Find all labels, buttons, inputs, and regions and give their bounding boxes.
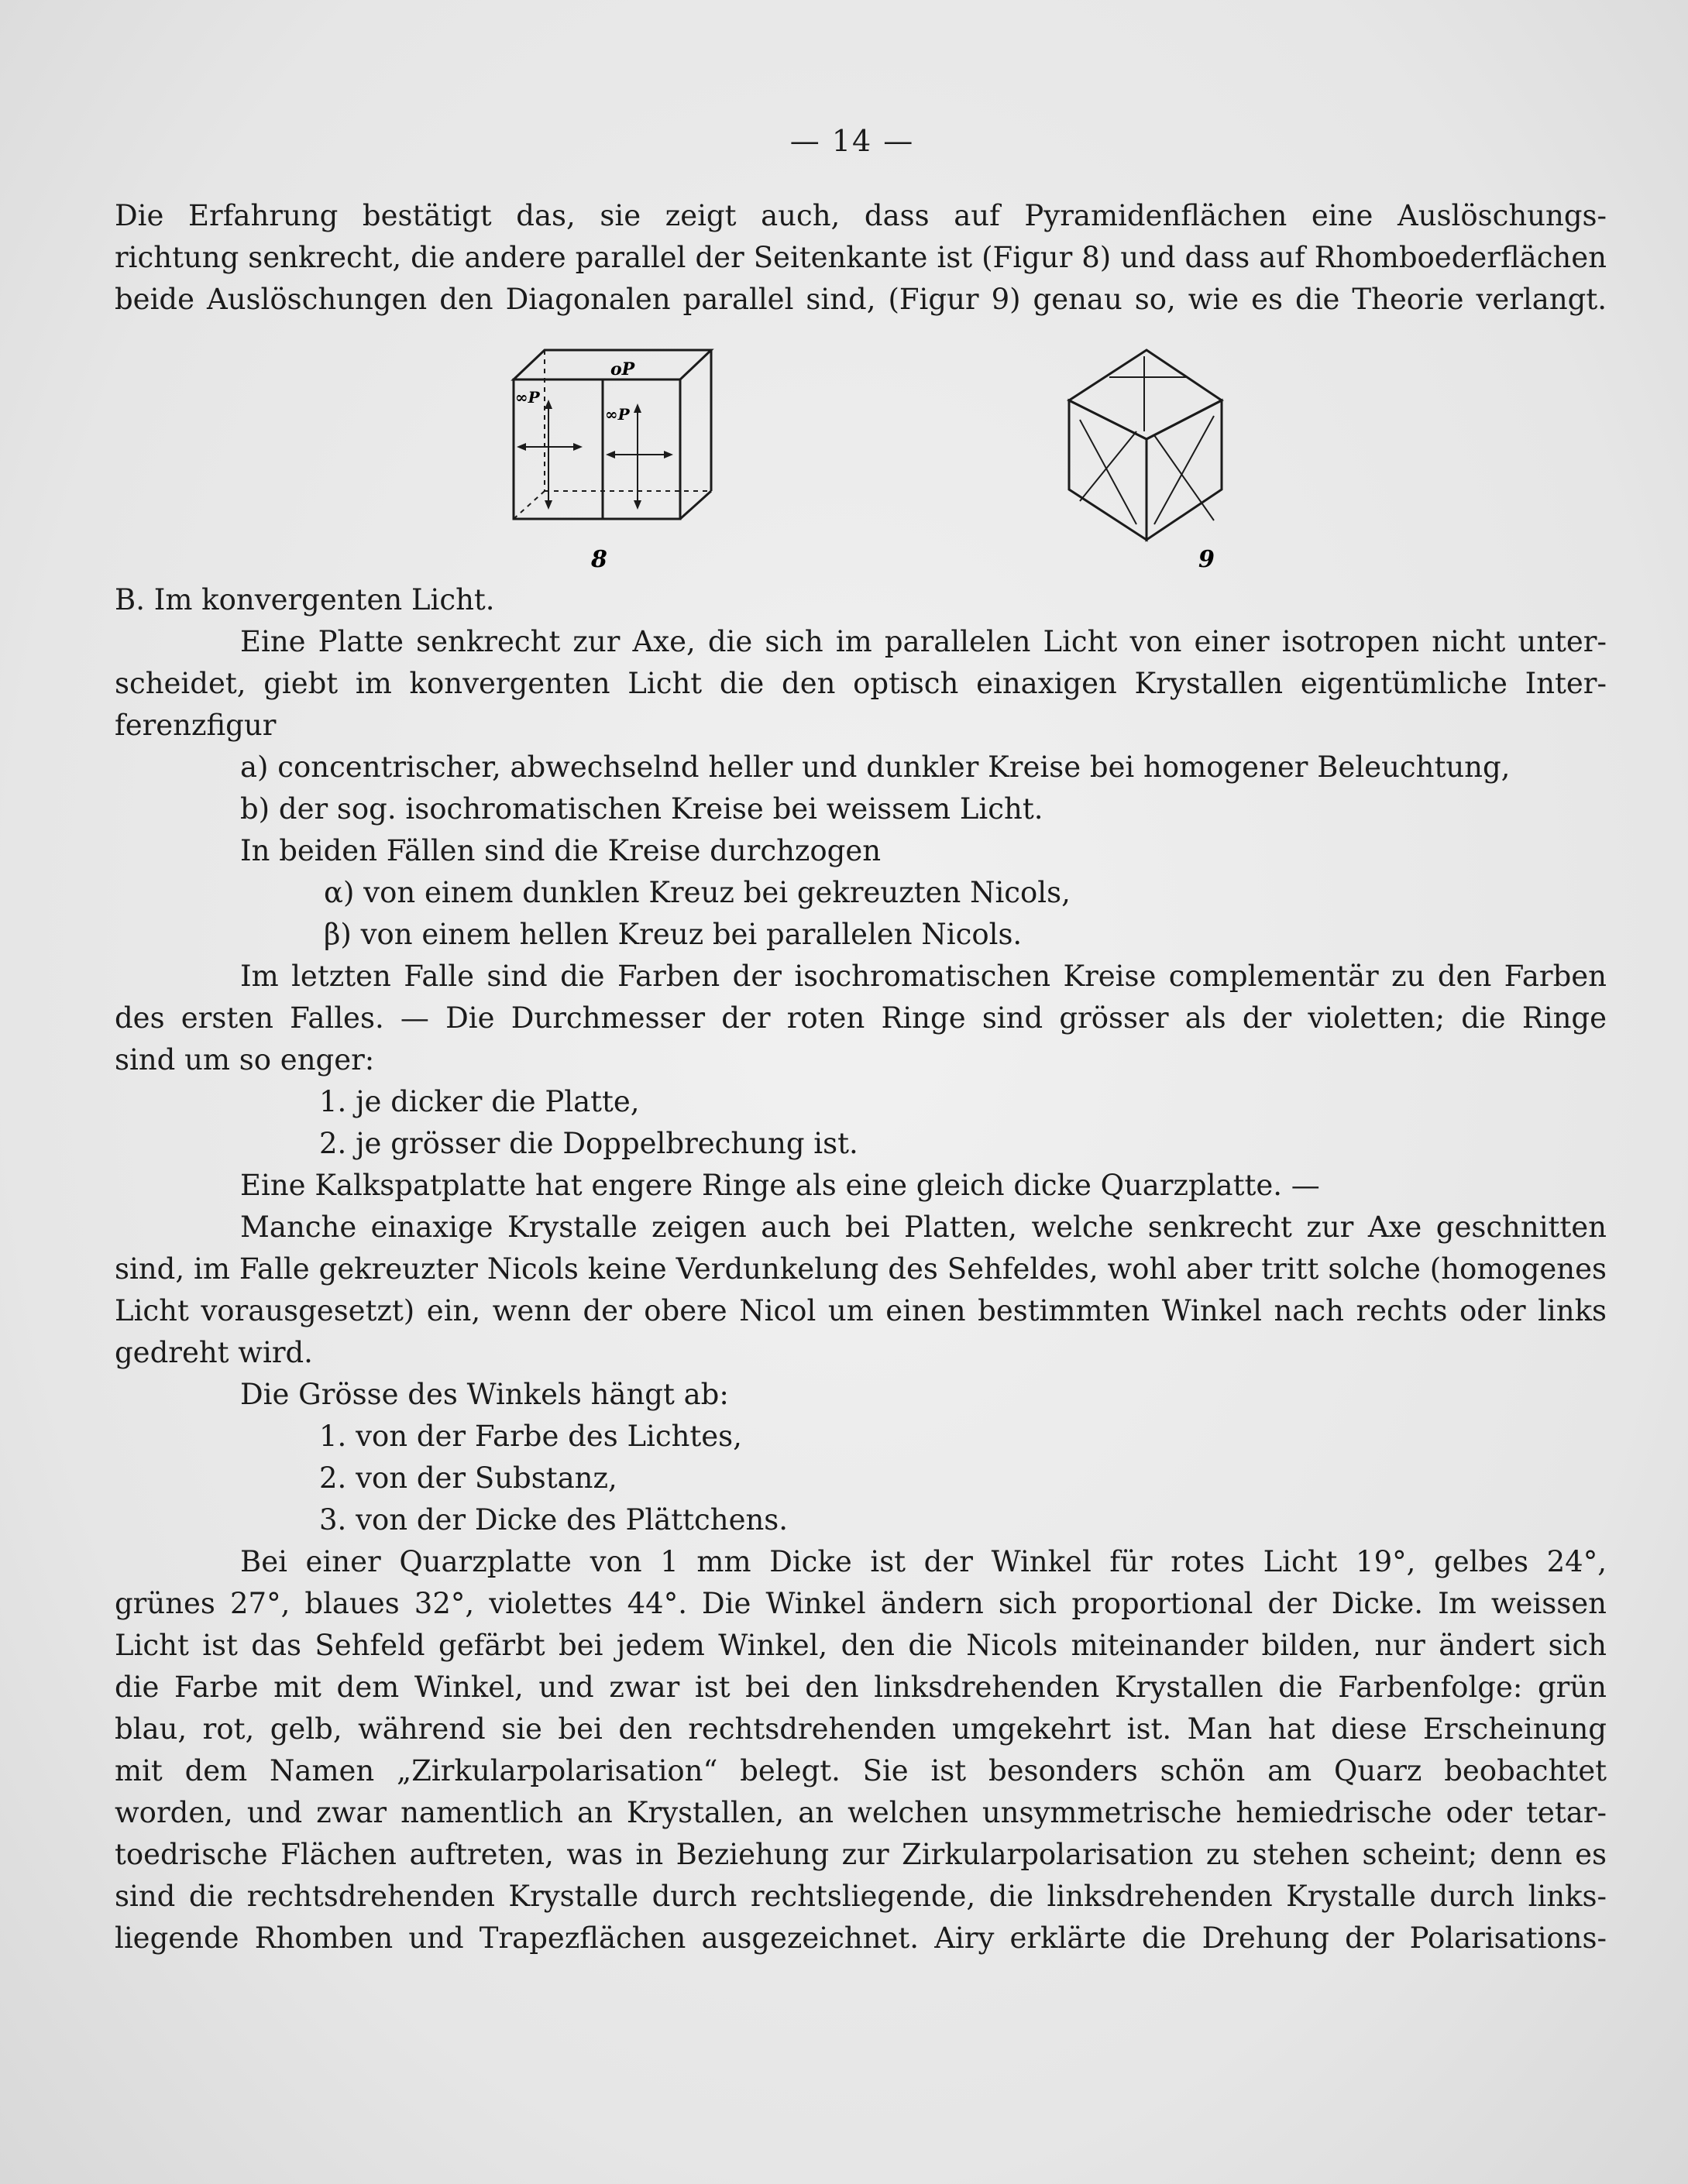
figure-8-prism [502, 342, 719, 593]
text-line: Eine Platte senkrecht zur Axe, die sich im parallelen Licht von einer isotropen nicht unter- [240, 625, 1607, 658]
text-line: mit dem Namen „Zirkularpolarisation“ belegt. Sie ist besonders schön am Quarz beobachtet [115, 1754, 1607, 1787]
text-line: Die Erfahrung bestätigt das, sie zeigt auch, dass auf Pyramidenflächen eine Auslöschungs- [115, 199, 1607, 232]
list-item: 2. von der Substanz, [319, 1461, 617, 1495]
text-line: Manche einaxige Krystalle zeigen auch bei Platten, welche senkrecht zur Axe geschnitten [240, 1210, 1607, 1244]
text-line: gedreht wird. [115, 1336, 313, 1369]
text-line: toedrische Flächen auftreten, was in Beziehung zur Zirkularpolarisation zu stehen scheint; denn es [115, 1838, 1607, 1871]
text-line: richtung senkrecht, die andere parallel der Seitenkante ist (Figur 8) und dass auf Rhomboederflächen [115, 241, 1607, 274]
text-line: sind um so enger: [115, 1043, 375, 1077]
list-item: 3. von der Dicke des Plättchens. [319, 1503, 789, 1537]
list-item: 1. je dicker die Platte, [319, 1085, 640, 1118]
text-line: scheidet, giebt im konvergenten Licht die den optisch einaxigen Krystallen eigentümliche Inter- [115, 667, 1607, 700]
text-line: die Farbe mit dem Winkel, und zwar ist bei den linksdrehenden Krystallen die Farbenfolge: grün [115, 1671, 1607, 1704]
list-item: α) von einem dunklen Kreuz bei gekreuzten Nicols, [324, 876, 1071, 909]
text-line: worden, und zwar namentlich an Krystallen, an welchen unsymmetrische hemiedrische oder tetar- [115, 1796, 1607, 1829]
face-label-left: ∞P [515, 388, 540, 407]
figure-8-label: 8 [591, 546, 607, 573]
text-line: Im letzten Falle sind die Farben der isochromatischen Kreise complementär zu den Farben [240, 960, 1607, 993]
text-line: sind, im Falle gekreuzter Nicols keine Verdunkelung des Sehfeldes, wohl aber tritt solche (homogenes [115, 1252, 1607, 1286]
text-line: Bei einer Quarzplatte von 1 mm Dicke ist der Winkel für rotes Licht 19°, gelbes 24°, [240, 1545, 1607, 1578]
figure-9-label: 9 [1198, 546, 1215, 573]
list-item: b) der sog. isochromatischen Kreise bei weissem Licht. [240, 792, 1043, 826]
face-label-top: oP [610, 359, 635, 379]
figure-9-rhombohedron [1055, 342, 1249, 593]
text-line: liegende Rhomben und Trapezflächen ausgezeichnet. Airy erklärte die Drehung der Polarisations- [115, 1921, 1607, 1955]
text-line: Licht vorausgesetzt) ein, wenn der obere Nicol um einen bestimmten Winkel nach rechts oder links [115, 1294, 1607, 1327]
text-line: Die Grösse des Winkels hängt ab: [240, 1378, 729, 1411]
face-label-front: ∞P [605, 405, 630, 424]
text-line: Licht ist das Sehfeld gefärbt bei jedem Winkel, den die Nicols miteinander bilden, nur ändert sich [115, 1629, 1607, 1662]
text-line: grünes 27°, blaues 32°, violettes 44°. Die Winkel ändern sich proportional der Dicke. Im weissen [115, 1587, 1607, 1620]
page-number: — 14 — [789, 124, 915, 158]
list-item: 1. von der Farbe des Lichtes, [319, 1420, 742, 1453]
text-line: beide Auslöschungen den Diagonalen parallel sind, (Figur 9) genau so, wie es die Theorie verlangt. [115, 283, 1607, 316]
text-line: blau, rot, gelb, während sie bei den rechtsdrehenden umgekehrt ist. Man hat diese Erscheinung [115, 1712, 1607, 1746]
text-line: In beiden Fällen sind die Kreise durchzogen [240, 834, 882, 867]
text-line: sind die rechtsdrehenden Krystalle durch rechtsliegende, die linksdrehenden Krystalle durch links- [115, 1880, 1607, 1913]
text-line: des ersten Falles. — Die Durchmesser der roten Ringe sind grösser als der violetten; die Ringe [115, 1001, 1607, 1035]
text-line: ferenzfigur [115, 709, 277, 742]
section-heading: B. Im konvergenten Licht. [115, 583, 495, 616]
list-item: 2. je grösser die Doppelbrechung ist. [319, 1127, 858, 1160]
list-item: a) concentrischer, abwechselnd heller und dunkler Kreise bei homogener Beleuchtung, [240, 750, 1511, 784]
list-item: β) von einem hellen Kreuz bei parallelen Nicols. [324, 918, 1023, 951]
text-line: Eine Kalkspatplatte hat engere Ringe als eine gleich dicke Quarzplatte. — [240, 1169, 1320, 1202]
